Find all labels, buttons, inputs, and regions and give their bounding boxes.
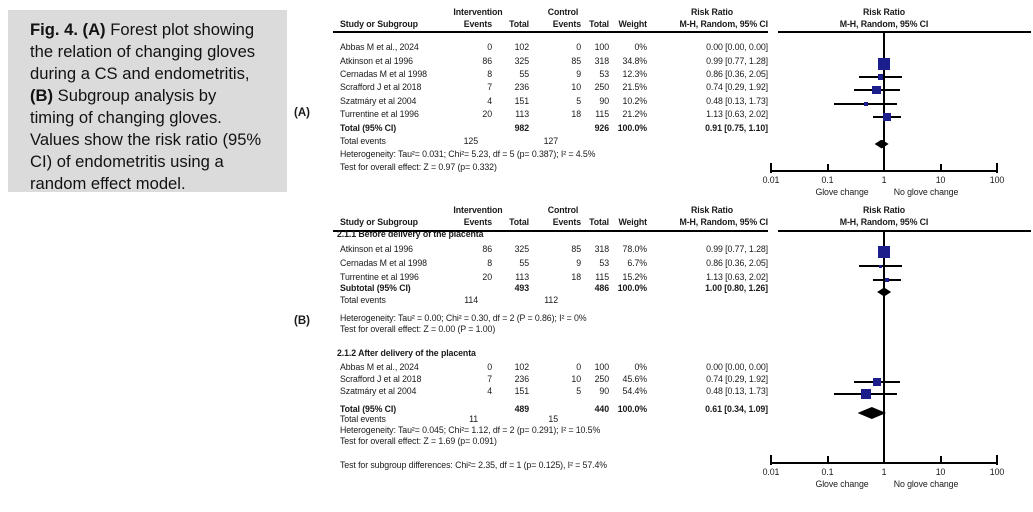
risk-ratio-cell: 0.48 [0.13, 1.73]	[706, 386, 768, 396]
total-int-cell: 55	[519, 258, 529, 268]
study-name: Scrafford J et al 2018	[340, 82, 422, 92]
column-total-ctl: Total	[589, 217, 609, 227]
total-int-cell: 982	[514, 123, 529, 133]
total-int-cell: 236	[514, 82, 529, 92]
caption-bold-text: (B)	[30, 86, 54, 105]
study-name: Szatmáry et al 2004	[340, 386, 417, 396]
study-name: Total (95% CI)	[340, 404, 397, 414]
total-int-cell: 151	[514, 386, 529, 396]
risk-ratio-cell: 0.48 [0.13, 1.73]	[706, 96, 768, 106]
pooled-diamond	[877, 288, 891, 297]
study-name: Atkinson et al 1996	[340, 56, 413, 66]
risk-ratio-cell: 0.86 [0.36, 2.05]	[706, 258, 768, 268]
events-ctl-cell: 0	[576, 362, 581, 372]
events-int-cell: 86	[482, 56, 492, 66]
risk-ratio-cell: 1.13 [0.63, 2.02]	[706, 109, 768, 119]
events-ctl-cell: 9	[576, 258, 581, 268]
total-ctl-cell: 115	[595, 272, 609, 282]
total-events-int: 125	[463, 136, 478, 146]
overall-effect-note: Test for overall effect: Z = 0.97 (p= 0.332)	[340, 162, 497, 172]
events-ctl-cell: 10	[571, 374, 581, 384]
weight-cell: 12.3%	[622, 69, 647, 79]
total-ctl-cell: 250	[594, 82, 609, 92]
effect-square	[861, 389, 870, 398]
study-name: Subtotal (95% CI)	[340, 283, 411, 293]
column-weight: Weight	[618, 19, 647, 29]
column-method: M-H, Random, 95% CI	[679, 19, 768, 29]
caption-text: Forest plot showing	[105, 20, 255, 39]
risk-ratio-cell: 0.99 [0.77, 1.28]	[706, 244, 768, 254]
study-name: Scrafford J et al 2018	[340, 374, 422, 384]
heterogeneity-note: Heterogeneity: Tau²= 0.045; Chi²= 1.12, df = 2 (p= 0.291); I² = 10.5%	[340, 425, 601, 435]
weight-cell: 45.6%	[622, 374, 647, 384]
column-events-ctl: Events	[552, 217, 581, 227]
effect-square	[885, 278, 888, 281]
total-int-cell: 325	[514, 56, 529, 66]
caption-text: the relation of changing gloves	[30, 42, 256, 61]
total-ctl-cell: 926	[594, 123, 609, 133]
column-study: Study or Subgroup	[340, 19, 418, 29]
events-int-cell: 0	[487, 362, 492, 372]
risk-ratio-cell: 0.00 [0.00, 0.00]	[706, 362, 768, 372]
total-events-label: Total events	[340, 414, 386, 424]
events-int-cell: 7	[487, 374, 492, 384]
total-int-cell: 102	[514, 362, 529, 372]
total-ctl-cell: 90	[599, 96, 609, 106]
weight-cell: 100.0%	[617, 283, 647, 293]
caption-text: during a CS and endometritis,	[30, 64, 250, 83]
total-ctl-cell: 250	[594, 374, 609, 384]
axis-left-label: Glove change	[815, 479, 869, 489]
weight-cell: 6.7%	[627, 258, 647, 268]
weight-cell: 100.0%	[617, 123, 647, 133]
events-int-cell: 20	[482, 109, 492, 119]
column-risk-ratio: Risk Ratio	[690, 205, 734, 215]
overall-effect-note: Test for overall effect: Z = 1.69 (p= 0.091)	[340, 436, 497, 446]
events-int-cell: 8	[487, 69, 492, 79]
panel-a-label: (A)	[294, 107, 310, 119]
caption-text: random effect model.	[30, 174, 186, 193]
events-ctl-cell: 0	[576, 42, 581, 52]
caption-text: CI) of endometritis using a	[30, 152, 224, 171]
risk-ratio-cell: 1.00 [0.80, 1.26]	[705, 283, 768, 293]
weight-cell: 54.4%	[622, 386, 647, 396]
axis-tick-label: 0.1	[821, 175, 834, 185]
panel-b-label: (B)	[294, 315, 310, 327]
events-int-cell: 86	[482, 244, 492, 254]
total-ctl-cell: 90	[599, 386, 609, 396]
events-int-cell: 4	[487, 96, 492, 106]
risk-ratio-cell: 0.74 [0.29, 1.92]	[706, 374, 768, 384]
events-int-cell: 0	[487, 42, 492, 52]
column-events-ctl: Events	[552, 19, 581, 29]
total-events-label: Total events	[340, 295, 386, 305]
total-events-int: 114	[464, 295, 478, 305]
total-int-cell: 493	[514, 283, 529, 293]
total-ctl-cell: 100	[594, 42, 609, 52]
column-group-control: Control	[547, 205, 579, 215]
subgroup-title: 2.1.1 Before delivery of the placenta	[337, 229, 484, 239]
total-ctl-cell: 318	[594, 244, 609, 254]
axis-tick-label: 100	[989, 467, 1005, 477]
events-int-cell: 7	[487, 82, 492, 92]
total-int-cell: 489	[514, 404, 529, 414]
axis-tick	[996, 455, 998, 465]
study-name: Cernadas M et al 1998	[340, 69, 427, 79]
total-events-label: Total events	[340, 136, 386, 146]
weight-cell: 10.2%	[622, 96, 647, 106]
column-total-ctl: Total	[589, 19, 609, 29]
events-int-cell: 8	[487, 258, 492, 268]
risk-ratio-cell: 1.13 [0.63, 2.02]	[706, 272, 768, 282]
column-group-intervention: Intervention	[453, 205, 503, 215]
effect-square	[873, 378, 881, 386]
axis-tick	[827, 456, 829, 463]
risk-ratio-cell: 0.99 [0.77, 1.28]	[706, 56, 768, 66]
axis-left-label: Glove change	[815, 187, 869, 197]
column-total-int: Total	[509, 217, 529, 227]
caption-text: timing of changing gloves.	[30, 108, 222, 127]
caption-bold-text: Fig. 4. (A)	[30, 20, 106, 39]
weight-cell: 34.8%	[622, 56, 647, 66]
risk-ratio-cell: 0.86 [0.36, 2.05]	[706, 69, 768, 79]
weight-cell: 15.2%	[622, 272, 647, 282]
axis-right-label: No glove change	[893, 479, 959, 489]
effect-square	[878, 246, 891, 259]
weight-cell: 0%	[634, 362, 647, 372]
axis-tick-label: 0.01	[762, 175, 780, 185]
total-ctl-cell: 318	[594, 56, 609, 66]
axis-tick-label: 1	[881, 467, 887, 477]
events-ctl-cell: 18	[571, 272, 581, 282]
axis-tick-label: 0.1	[821, 467, 834, 477]
total-int-cell: 55	[519, 69, 529, 79]
total-events-ctl: 127	[543, 136, 558, 146]
study-name: Szatmáry et al 2004	[340, 96, 417, 106]
plot-header-rule	[778, 230, 1031, 232]
total-ctl-cell: 486	[594, 283, 609, 293]
weight-cell: 78.0%	[622, 244, 647, 254]
total-ctl-cell: 53	[599, 69, 609, 79]
study-name: Turrentine et al 1996	[340, 109, 419, 119]
axis-tick-label: 10	[935, 175, 946, 185]
subgroup-title: 2.1.2 After delivery of the placenta	[337, 348, 476, 358]
column-events-int: Events	[463, 217, 492, 227]
heterogeneity-note: Heterogeneity: Tau²= 0.031; Chi²= 5.23, df = 5 (p= 0.387); I² = 4.5%	[340, 149, 596, 159]
axis-tick	[940, 456, 942, 463]
events-ctl-cell: 10	[571, 82, 581, 92]
plot-title: Risk Ratio	[862, 205, 906, 215]
total-int-cell: 236	[514, 374, 529, 384]
events-ctl-cell: 5	[576, 386, 581, 396]
events-ctl-cell: 5	[576, 96, 581, 106]
axis-tick-label: 100	[989, 175, 1005, 185]
axis-tick	[770, 455, 772, 465]
column-weight: Weight	[618, 217, 647, 227]
risk-ratio-cell: 0.91 [0.75, 1.10]	[705, 123, 768, 133]
heterogeneity-note: Heterogeneity: Tau² = 0.00; Chi² = 0.30, df = 2 (P = 0.86); I² = 0%	[340, 313, 587, 323]
column-risk-ratio: Risk Ratio	[690, 7, 734, 17]
total-ctl-cell: 115	[595, 109, 609, 119]
events-ctl-cell: 9	[576, 69, 581, 79]
risk-ratio-cell: 0.61 [0.34, 1.09]	[705, 404, 768, 414]
weight-cell: 21.2%	[622, 109, 647, 119]
column-total-int: Total	[509, 19, 529, 29]
caption-text: Subgroup analysis by	[53, 86, 217, 105]
study-name: Total (95% CI)	[340, 123, 397, 133]
plot-subtitle: M-H, Random, 95% CI	[839, 217, 929, 227]
events-ctl-cell: 85	[571, 244, 581, 254]
axis-tick-label: 0.01	[762, 467, 780, 477]
axis-tick	[883, 456, 885, 463]
total-int-cell: 102	[514, 42, 529, 52]
plot-title: Risk Ratio	[862, 7, 906, 17]
study-name: Abbas M et al., 2024	[340, 42, 419, 52]
total-events-ctl: 15	[548, 414, 558, 424]
column-method: M-H, Random, 95% CI	[679, 217, 768, 227]
axis-tick-label: 1	[881, 175, 887, 185]
subgroup-difference-note: Test for subgroup differences: Chi²= 2.35, df = 1 (p= 0.125), I² = 57.4%	[340, 460, 607, 470]
total-events-int: 11	[469, 414, 478, 424]
total-int-cell: 113	[515, 272, 529, 282]
weight-cell: 21.5%	[622, 82, 647, 92]
weight-cell: 0%	[634, 42, 647, 52]
total-ctl-cell: 100	[594, 362, 609, 372]
column-events-int: Events	[463, 19, 492, 29]
events-ctl-cell: 85	[571, 56, 581, 66]
column-study: Study or Subgroup	[340, 217, 418, 227]
study-name: Cernadas M et al 1998	[340, 258, 427, 268]
risk-ratio-cell: 0.00 [0.00, 0.00]	[706, 42, 768, 52]
effect-square	[879, 265, 882, 268]
events-int-cell: 4	[487, 386, 492, 396]
study-name: Turrentine et al 1996	[340, 272, 419, 282]
study-name: Atkinson et al 1996	[340, 244, 413, 254]
column-group-intervention: Intervention	[453, 7, 503, 17]
total-int-cell: 325	[514, 244, 529, 254]
total-ctl-cell: 53	[599, 258, 609, 268]
caption-text: Values show the risk ratio (95%	[30, 130, 262, 149]
total-int-cell: 113	[515, 109, 529, 119]
risk-ratio-cell: 0.74 [0.29, 1.92]	[706, 82, 768, 92]
weight-cell: 100.0%	[617, 404, 647, 414]
axis-right-label: No glove change	[893, 187, 959, 197]
plot-subtitle: M-H, Random, 95% CI	[839, 19, 929, 29]
events-int-cell: 20	[482, 272, 492, 282]
total-int-cell: 151	[514, 96, 529, 106]
study-name: Abbas M et al., 2024	[340, 362, 419, 372]
total-ctl-cell: 440	[594, 404, 609, 414]
column-group-control: Control	[547, 7, 579, 17]
axis-tick-label: 10	[935, 467, 946, 477]
total-events-ctl: 112	[544, 295, 558, 305]
events-ctl-cell: 18	[571, 109, 581, 119]
overall-effect-note: Test for overall effect: Z = 0.00 (P = 1.00)	[340, 324, 496, 334]
